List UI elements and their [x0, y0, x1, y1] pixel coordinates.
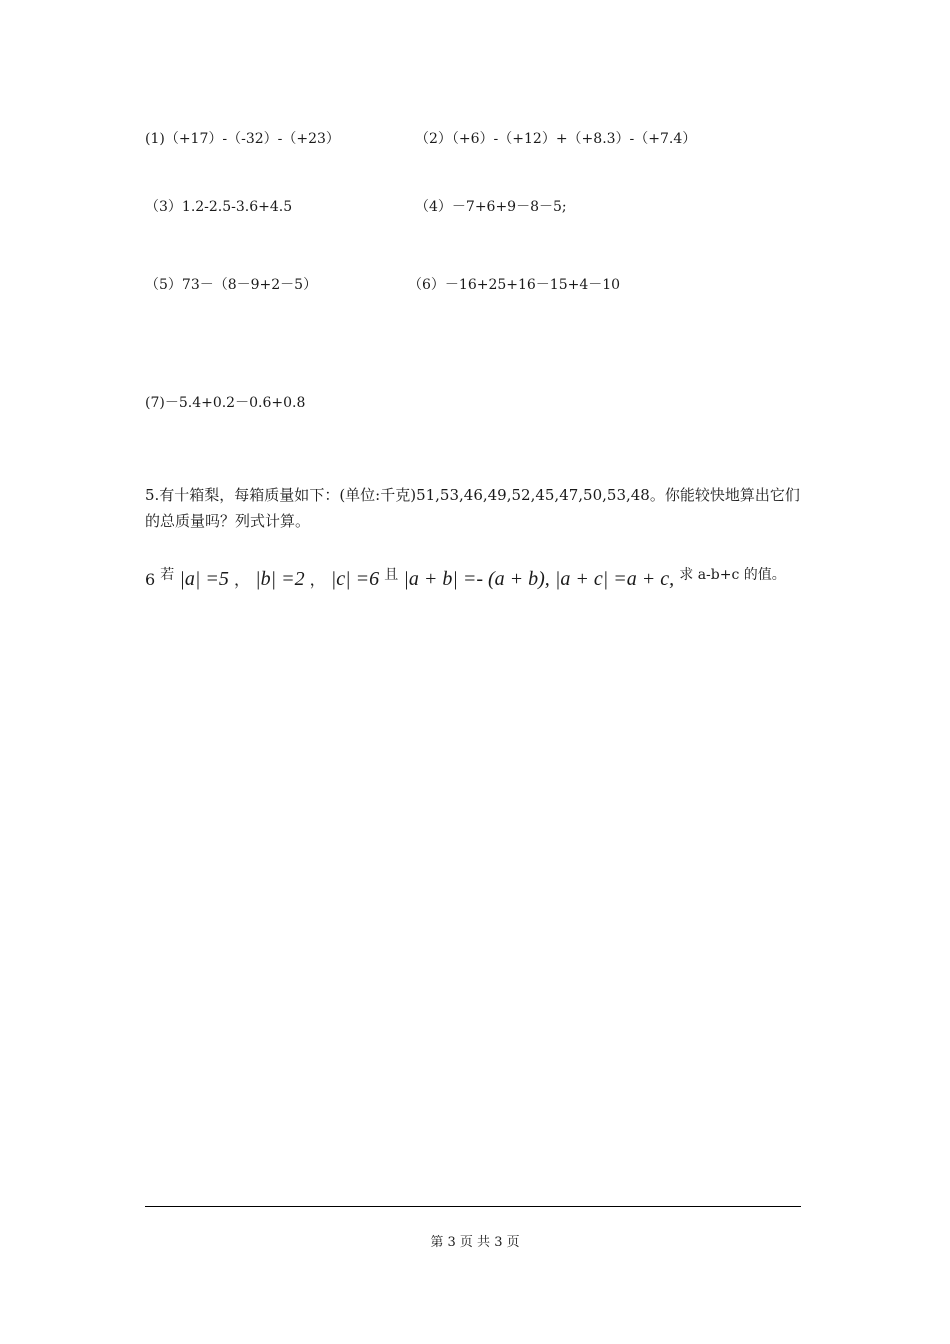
abs-a-plus-b-equation: |a + b| =- (a + b), — [403, 568, 550, 590]
question-6-ruo: 若 — [160, 567, 175, 583]
footer-rule — [145, 1206, 801, 1207]
problem-2: （2）（+6）-（+12）+（+8.3）-（+7.4） — [415, 131, 697, 147]
abs-a-equation: |a| =5 — [179, 568, 229, 590]
problem-1: (1)（+17）-（-32）-（+23） — [145, 131, 340, 147]
separator-2: ， — [309, 570, 326, 589]
problem-5: （5）73－（8－9+2－5） — [145, 277, 318, 293]
problem-7: (7)－5.4+0.2－0.6+0.8 — [145, 395, 306, 411]
separator-1: ， — [233, 570, 250, 589]
abs-a-plus-c-equation: |a + c| =a + c, — [554, 568, 675, 590]
problem-6: （6）－16+25+16－15+4－10 — [408, 277, 621, 293]
abs-b-equation: |b| =2 — [255, 568, 305, 590]
problem-4: （4）－7+6+9－8－5; — [415, 199, 567, 215]
question-5: 5.有十箱梨，每箱质量如下：(单位:千克)51,53,46,49,52,45,47,50,53,48。你能较快地算出它们的总质量吗？列式计算。 — [145, 486, 800, 530]
abs-c-equation: |c| =6 — [330, 568, 380, 590]
question-6-qie: 且 — [384, 567, 399, 583]
question-6-number: 6 — [145, 570, 156, 589]
question-6 — [145, 560, 786, 595]
problem-3: （3）1.2-2.5-3.6+4.5 — [145, 199, 293, 215]
page-footer: 第 3 页 共 3 页 — [430, 1235, 520, 1250]
question-6-tail: 求 a-b+c 的值。 — [679, 567, 786, 583]
